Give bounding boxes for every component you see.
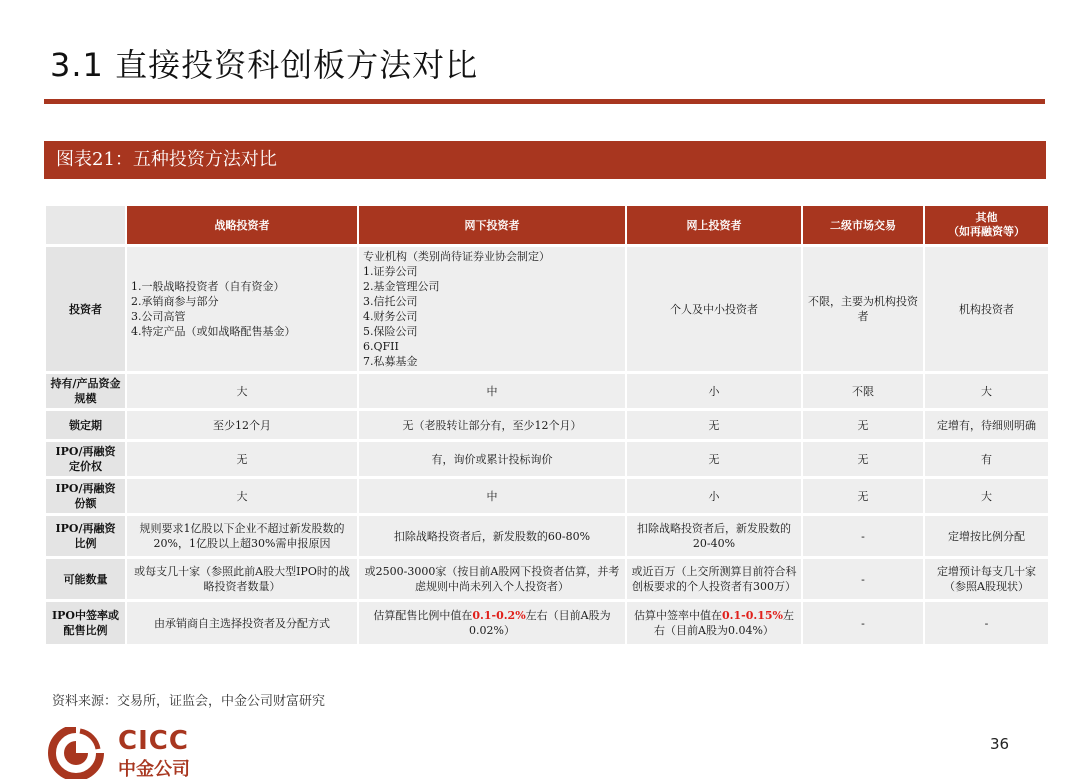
table-row [46,374,1048,408]
row-header: IPO中签率或配售比例 [46,602,125,644]
table-row [46,247,1048,371]
highlight-value: 0.1-0.2% [472,609,526,622]
table-cell: 个人及中小投资者 [627,247,801,371]
table-cell: 扣除战略投资者后，新发股数的20-40% [627,516,801,556]
source-note: 资料来源：交易所，证监会，中金公司财富研究 [52,694,326,709]
table-cell: 大 [925,374,1048,408]
table-cell: 无 [803,442,923,476]
logo-text-en: CICC [118,726,189,756]
table-cell: - [925,602,1048,644]
table-cell: 由承销商自主选择投资者及分配方式 [127,602,357,644]
table-cell: 或2500-3000家（按目前A股网下投资者估算，并考虑规则中尚未列入个人投资者） [359,559,625,599]
table-cell: 大 [127,374,357,408]
table-cell: 至少12个月 [127,411,357,439]
row-header: 锁定期 [46,411,125,439]
table-cell: 或每支几十家（参照此前A股大型IPO时的战略投资者数量） [127,559,357,599]
table-cell: 无 [127,442,357,476]
cicc-logo-icon [46,727,108,779]
table-cell: 有，询价或累计投标询价 [359,442,625,476]
table-corner [46,206,125,244]
table-row [46,479,1048,513]
column-header: 二级市场交易 [803,206,923,244]
table-cell: 无 [803,479,923,513]
table-header-row [46,206,1048,244]
table-cell: 中 [359,479,625,513]
table-cell: 不限 [803,374,923,408]
column-header: 网上投资者 [627,206,801,244]
table-cell: 定增预计每支几十家（参照A股现状） [925,559,1048,599]
column-header: 其他 （如再融资等） [925,206,1048,244]
table-row [46,516,1048,556]
row-header: 可能数量 [46,559,125,599]
cell-text: 左右（目前A股为0.02%） [469,609,611,637]
table-cell-highlighted [359,602,625,644]
table-cell: 或近百万（上交所测算目前符合科创板要求的个人投资者有300万） [627,559,801,599]
page-title: 3.1 直接投资科创板方法对比 [50,46,479,84]
table-cell: 扣除战略投资者后，新发股数的60-80% [359,516,625,556]
title-divider [44,99,1045,104]
cell-text: 左右（目前A股为0.04%） [654,609,794,637]
table-cell: 小 [627,374,801,408]
table-cell: 中 [359,374,625,408]
table-row [46,442,1048,476]
table-cell: 专业机构（类别尚待证券业协会制定） 1.证券公司 2.基金管理公司 3.信托公司 4.财务公司 5.保险公司 6.QFII 7.私募基金 [359,247,625,371]
table-row [46,559,1048,599]
comparison-table [44,203,1050,647]
table-cell: 规则要求1亿股以下企业不超过新发股数的20%，1亿股以上超30%需申报原因 [127,516,357,556]
table-row [46,411,1048,439]
row-header: IPO/再融资比例 [46,516,125,556]
column-header: 战略投资者 [127,206,357,244]
cell-text: 估算配售比例中值在 [373,609,473,622]
table-cell-highlighted [627,602,801,644]
table-row [46,602,1048,644]
table-cell: 无 [627,411,801,439]
table-cell: 1.一般战略投资者（自有资金） 2.承销商参与部分 3.公司高管 4.特定产品（或如战略配售基金） [127,247,357,371]
highlight-value: 0.1-0.15% [722,609,783,622]
table-cell: 机构投资者 [925,247,1048,371]
table-cell: 定增按比例分配 [925,516,1048,556]
row-header: 持有/产品资金规模 [46,374,125,408]
table-cell: 不限，主要为机构投资者 [803,247,923,371]
table-cell: 有 [925,442,1048,476]
table-cell: 无（老股转让部分有，至少12个月） [359,411,625,439]
column-header: 网下投资者 [359,206,625,244]
table-cell: 无 [803,411,923,439]
logo-text-cn: 中金公司 [118,759,190,780]
table-cell: 定增有，待细则明确 [925,411,1048,439]
cell-text: 估算中签率中值在 [634,609,723,622]
table-cell: 小 [627,479,801,513]
row-header: IPO/再融资定价权 [46,442,125,476]
table-cell: 无 [627,442,801,476]
row-header: IPO/再融资份额 [46,479,125,513]
table-cell: 大 [925,479,1048,513]
table-cell: 大 [127,479,357,513]
table-cell: - [803,559,923,599]
row-header: 投资者 [46,247,125,371]
table-cell: - [803,602,923,644]
page-number: 36 [990,735,1010,753]
table-cell: - [803,516,923,556]
chart-caption: 图表21：五种投资方法对比 [44,141,1046,179]
